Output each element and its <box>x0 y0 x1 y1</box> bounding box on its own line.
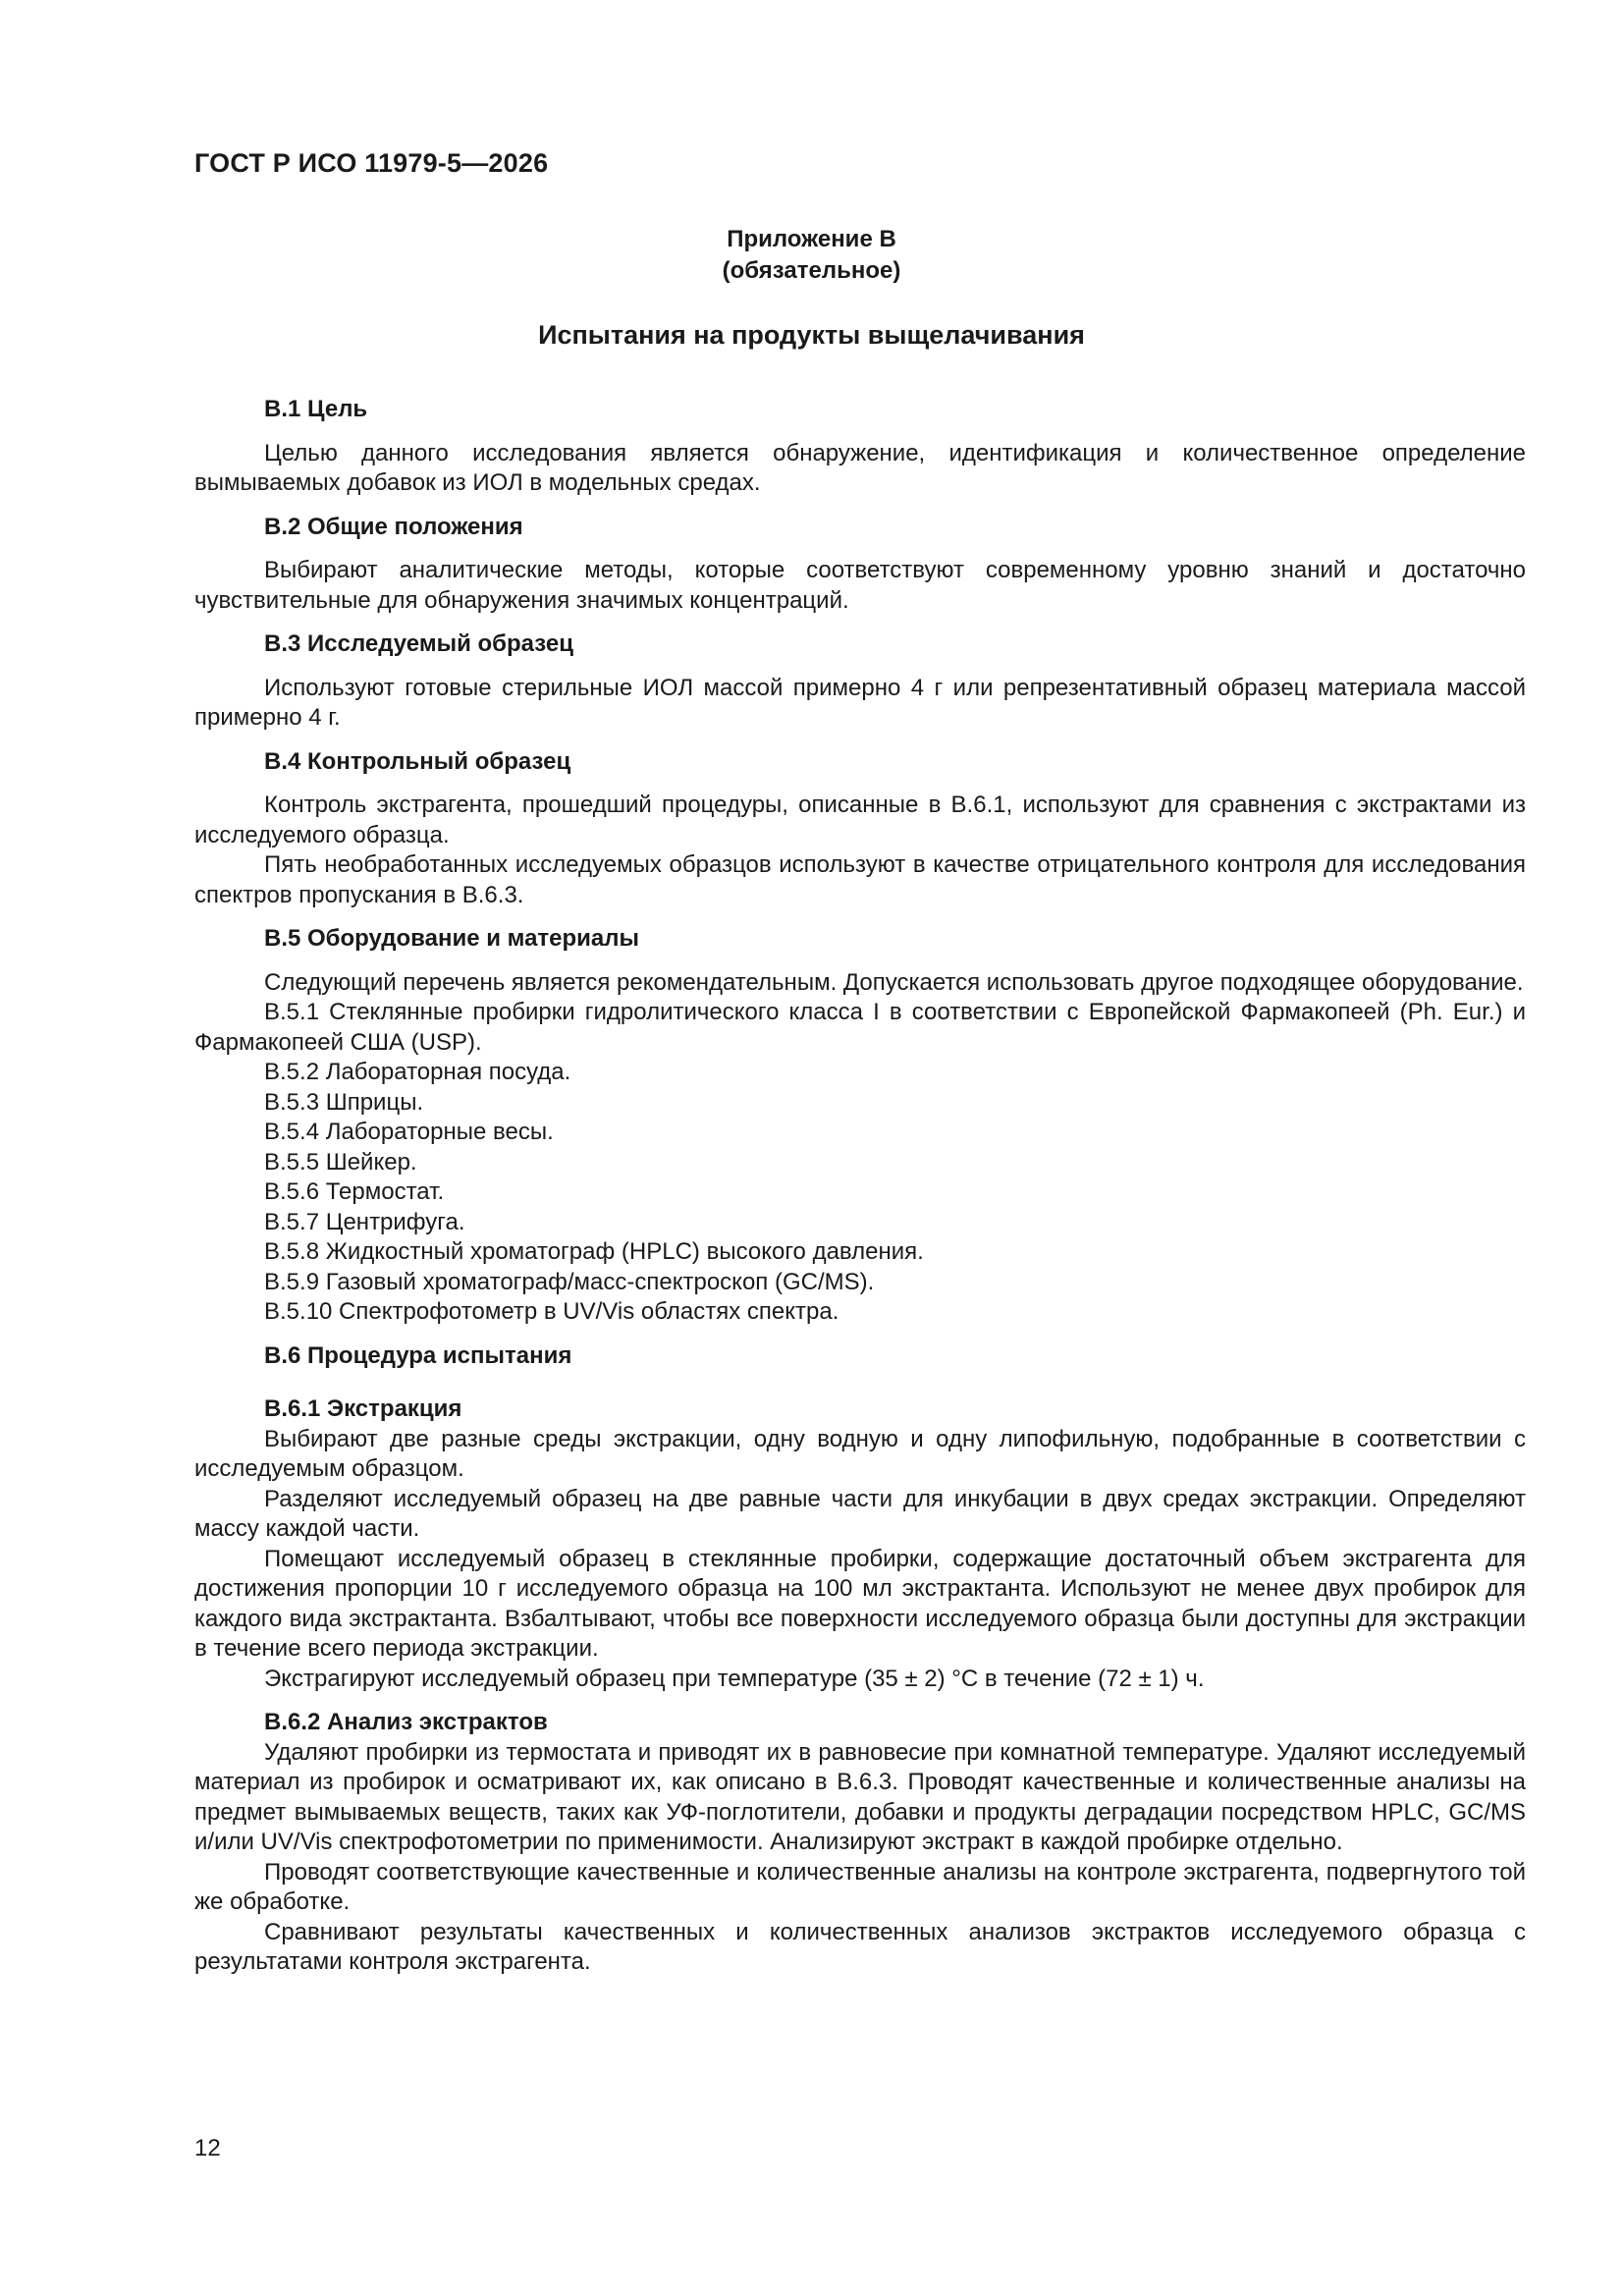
paragraph: Контроль экстрагента, прошедший процедуры, описанные в В.6.1, используют для сравнения с экстрактами из исследуемого образца. <box>194 792 1526 848</box>
document-body <box>194 395 1526 1978</box>
paragraph: Выбирают аналитические методы, которые соответствуют современному уровню знаний и достаточно чувствительные для обнаружения значимых концентраций. <box>194 557 1526 614</box>
paragraph: Разделяют исследуемый образец на две равные части для инкубации в двух средах экстракции. Определяют массу каждой части. <box>194 1485 1526 1542</box>
paragraph: Сравнивают результаты качественных и количественных анализов экстрактов исследуемого образца с результатами контроля экстрагента. <box>194 1918 1526 1975</box>
paragraph: Пять необработанных исследуемых образцов используют в качестве отрицательного контроля для исследования спектров пропускания в В.6.3. <box>194 851 1526 908</box>
list-item: В.5.2 Лабораторная посуда. <box>264 1059 571 1085</box>
paragraph: Проводят соответствующие качественные и количественные анализы на контроле экстрагента, подвергнутого той же обработке. <box>194 1858 1526 1915</box>
paragraph: Помещают исследуемый образец в стеклянные пробирки, содержащие достаточный объем экстрагента для достижения пропорции 10 г исследуемого образца на 100 мл экстрактанта. Используют не менее двух пробирок для каждого вида экстрактанта. Взбалтывают, чтобы все поверхности исследуемого образца были доступны для экстракции в течение всего периода экстракции. <box>194 1545 1526 1662</box>
paragraph: Удаляют пробирки из термостата и приводят их в равновесие при комнатной температуре. Удаляют исследуемый материал из пробирок и осматривают их, как описано в В.6.3. Проводят качественные и количественные анализы на предмет вымываемых веществ, таких как УФ-поглотители, добавки и продукты деградации посредством HPLC, GC/MS и/или UV/Vis спектрофотометрии по применимости. Анализируют экстракт в каждой пробирке отдельно. <box>194 1738 1526 1855</box>
subsection-heading-b6-1: В.6.1 Экстракция <box>264 1395 462 1422</box>
section-heading-b2: В.2 Общие положения <box>264 513 523 540</box>
list-item: В.5.4 Лабораторные весы. <box>264 1119 554 1145</box>
list-item: В.5.9 Газовый хроматограф/масс-спектроскоп (GC/MS). <box>264 1268 875 1295</box>
section-heading-b5: В.5 Оборудование и материалы <box>264 925 640 952</box>
section-heading-b1: В.1 Цель <box>264 396 368 422</box>
section-heading-b6: В.6 Процедура испытания <box>264 1341 572 1369</box>
list-item: В.5.10 Спектрофотометр в UV/Vis областях спектра. <box>264 1298 839 1325</box>
annex-label: Приложение В <box>727 226 896 252</box>
paragraph: Следующий перечень является рекомендательным. Допускается использовать другое подходящее оборудование. <box>264 968 1524 996</box>
subsection-heading-b6-2: В.6.2 Анализ экстрактов <box>264 1709 548 1735</box>
section-heading-b3: В.3 Исследуемый образец <box>264 630 573 657</box>
paragraph: Выбирают две разные среды экстракции, одну водную и одну липофильную, подобранные в соответствии с исследуемым образцом. <box>194 1425 1526 1482</box>
paragraph: В.5.1 Стеклянные пробирки гидролитического класса I в соответствии с Европейской Фармакопеей (Ph. Eur.) и Фармакопеей США (USP). <box>194 999 1526 1056</box>
list-item: В.5.8 Жидкостный хроматограф (HPLC) высокого давления. <box>264 1238 924 1265</box>
list-item: В.5.5 Шейкер. <box>264 1148 417 1175</box>
paragraph: Целью данного исследования является обнаружение, идентификация и количественное определение вымываемых добавок из ИОЛ в модельных средах. <box>194 439 1526 496</box>
paragraph: Используют готовые стерильные ИОЛ массой примерно 4 г или репрезентативный образец материала массой примерно 4 г. <box>194 674 1526 731</box>
paragraph: Экстрагируют исследуемый образец при температуре (35 ± 2) °С в течение (72 ± 1) ч. <box>264 1665 1205 1692</box>
standard-designation: ГОСТ Р ИСО 11979-5—2026 <box>194 148 549 178</box>
annex-title: Испытания на продукты выщелачивания <box>538 320 1085 350</box>
list-item: В.5.6 Термостат. <box>264 1178 445 1205</box>
page-number: 12 <box>194 2135 221 2161</box>
list-item: В.5.7 Центрифуга. <box>264 1208 465 1235</box>
annex-status: (обязательное) <box>722 257 901 284</box>
section-heading-b4: В.4 Контрольный образец <box>264 747 571 775</box>
list-item: В.5.3 Шприцы. <box>264 1088 424 1116</box>
